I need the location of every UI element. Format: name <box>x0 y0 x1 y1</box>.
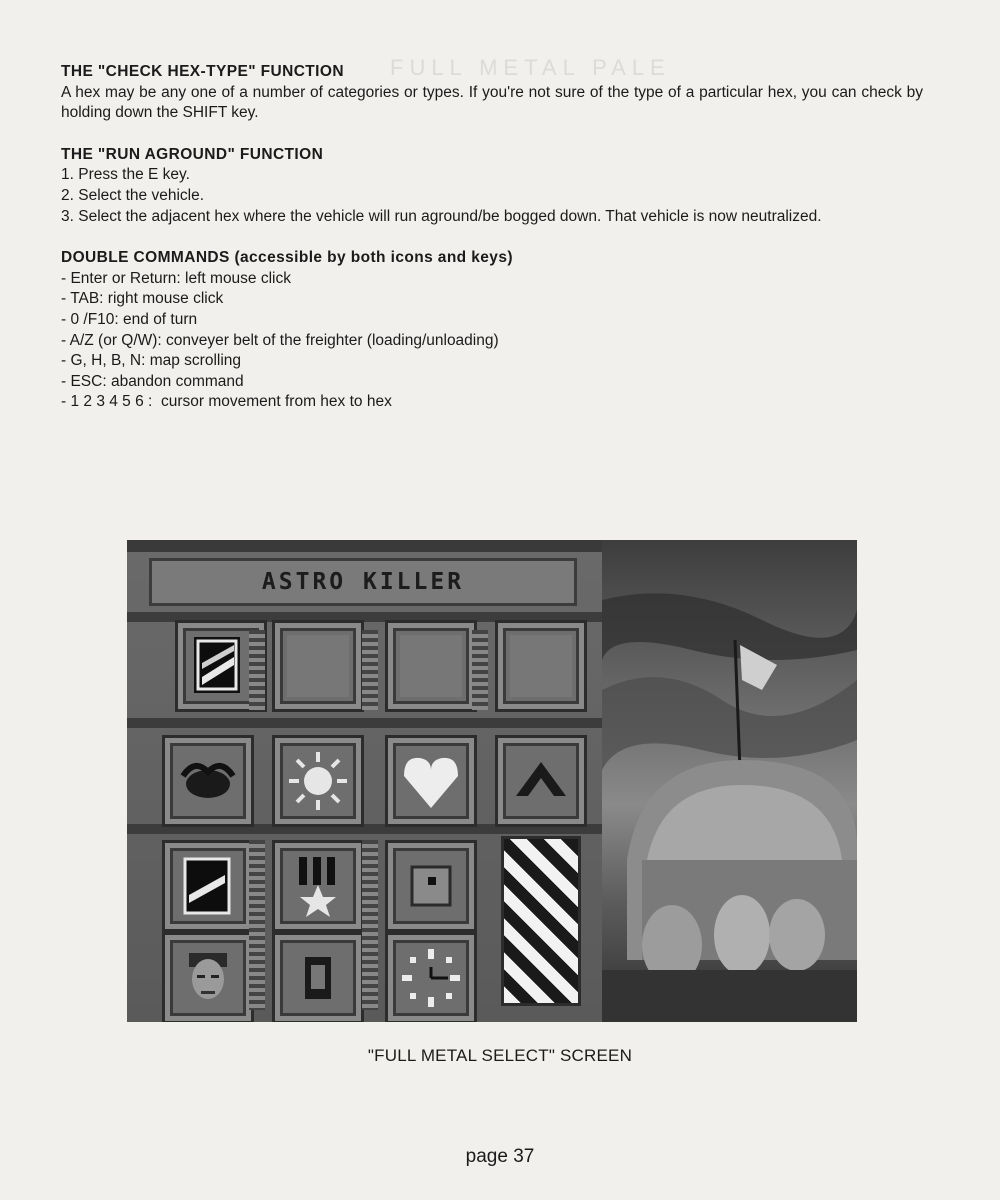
list-item: - 1 2 3 4 5 6 : cursor movement from hex to hex <box>61 393 392 411</box>
star-bars-icon[interactable] <box>272 840 364 932</box>
section-heading: THE "RUN AGROUND" FUNCTION <box>61 145 324 163</box>
heart-icon[interactable] <box>385 735 477 827</box>
device-icon[interactable] <box>272 932 364 1022</box>
section-heading: THE "CHECK HEX-TYPE" FUNCTION <box>61 63 344 80</box>
list-item: - A/Z (or Q/W): conveyer belt of the freighter (loading/unloading) <box>61 331 499 349</box>
list-item: - 0 /F10: end of turn <box>61 310 198 328</box>
sun-icon[interactable] <box>272 735 364 827</box>
empty-slot[interactable] <box>495 620 587 712</box>
hatched-panel[interactable] <box>501 836 581 1006</box>
arrow-up-icon[interactable] <box>495 735 587 827</box>
list-item: - ESC: abandon command <box>61 372 244 390</box>
terrain-scene <box>602 540 857 1022</box>
chip-icon[interactable] <box>385 840 477 932</box>
manual-text <box>61 62 923 413</box>
list-item: - G, H, B, N: map scrolling <box>61 352 242 370</box>
bleed-through-text: FULL METAL PALE <box>390 55 671 80</box>
game-screenshot <box>127 540 857 1022</box>
list-item: - Enter or Return: left mouse click <box>61 269 291 287</box>
list-item: - TAB: right mouse click <box>61 290 224 308</box>
section-heading: DOUBLE COMMANDS (accessible by both icons and keys) <box>61 249 513 267</box>
empty-slot[interactable] <box>272 620 364 712</box>
section-paragraph: A hex may be any one of a number of categories or types. If you're not sure of the type of a particular hex, you can check by holding down the SHIFT key. <box>61 83 923 122</box>
list-item: 2. Select the vehicle. <box>61 186 205 204</box>
figure-caption: "FULL METAL SELECT" SCREEN <box>367 1046 633 1065</box>
page-number: page 37 <box>465 1146 535 1167</box>
empty-slot[interactable] <box>385 620 477 712</box>
creature-icon[interactable] <box>162 735 254 827</box>
list-item: 1. Press the E key. <box>61 166 190 184</box>
list-item: 3. Select the adjacent hex where the vehicle will run aground/be bogged down. That vehicle is now neutralized. <box>61 207 822 225</box>
clock-icon[interactable] <box>385 932 477 1022</box>
portrait-icon[interactable] <box>162 932 254 1022</box>
unit-name-plate: ASTRO KILLER <box>149 558 577 606</box>
vehicle-card-icon[interactable] <box>162 840 254 932</box>
unit-select-panel <box>127 540 602 1022</box>
